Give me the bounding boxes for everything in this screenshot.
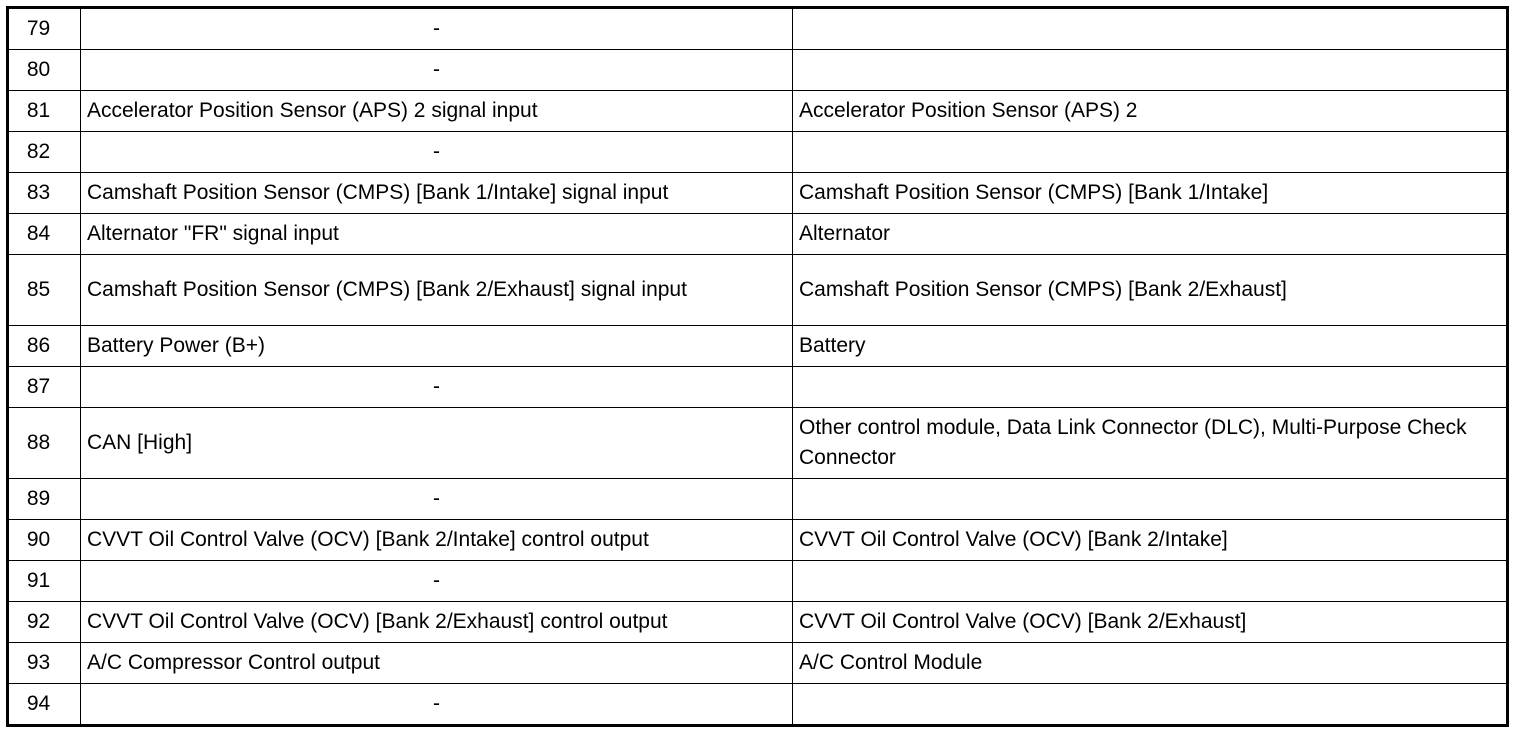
connected-to-cell: Other control module, Data Link Connector (DLC), Multi-Purpose Check Connector bbox=[793, 408, 1508, 479]
description-cell: Battery Power (B+) bbox=[81, 326, 793, 367]
connected-to-cell: Accelerator Position Sensor (APS) 2 bbox=[793, 91, 1508, 132]
pin-number-cell: 83 bbox=[8, 173, 81, 214]
pin-number-cell: 92 bbox=[8, 602, 81, 643]
description-cell: - bbox=[81, 684, 793, 726]
description-cell: CVVT Oil Control Valve (OCV) [Bank 2/Exhaust] control output bbox=[81, 602, 793, 643]
pin-number-cell: 79 bbox=[8, 8, 81, 50]
description-cell: - bbox=[81, 132, 793, 173]
connected-to-cell: CVVT Oil Control Valve (OCV) [Bank 2/Exhaust] bbox=[793, 602, 1508, 643]
connected-to-cell: Camshaft Position Sensor (CMPS) [Bank 1/Intake] bbox=[793, 173, 1508, 214]
table-row bbox=[8, 367, 1508, 408]
table-row bbox=[8, 132, 1508, 173]
table-row bbox=[8, 408, 1508, 479]
description-cell: Alternator "FR" signal input bbox=[81, 214, 793, 255]
description-cell: - bbox=[81, 50, 793, 91]
pin-number-cell: 80 bbox=[8, 50, 81, 91]
pin-number-cell: 91 bbox=[8, 561, 81, 602]
description-cell: - bbox=[81, 479, 793, 520]
connected-to-cell bbox=[793, 8, 1508, 50]
table-row bbox=[8, 326, 1508, 367]
pin-number-cell: 89 bbox=[8, 479, 81, 520]
connected-to-cell: A/C Control Module bbox=[793, 643, 1508, 684]
table-row bbox=[8, 214, 1508, 255]
connected-to-cell bbox=[793, 684, 1508, 726]
table-row bbox=[8, 561, 1508, 602]
pin-number-cell: 85 bbox=[8, 255, 81, 326]
table-row bbox=[8, 479, 1508, 520]
description-cell: Camshaft Position Sensor (CMPS) [Bank 2/Exhaust] signal input bbox=[81, 255, 793, 326]
pin-number-cell: 82 bbox=[8, 132, 81, 173]
pin-number-cell: 84 bbox=[8, 214, 81, 255]
connected-to-cell bbox=[793, 561, 1508, 602]
table-row bbox=[8, 520, 1508, 561]
pin-number-cell: 87 bbox=[8, 367, 81, 408]
table-row bbox=[8, 173, 1508, 214]
description-cell: CVVT Oil Control Valve (OCV) [Bank 2/Intake] control output bbox=[81, 520, 793, 561]
description-cell: A/C Compressor Control output bbox=[81, 643, 793, 684]
pin-number-cell: 90 bbox=[8, 520, 81, 561]
connected-to-cell: Battery bbox=[793, 326, 1508, 367]
description-cell: - bbox=[81, 367, 793, 408]
connected-to-cell bbox=[793, 132, 1508, 173]
table-row bbox=[8, 684, 1508, 726]
pin-number-cell: 94 bbox=[8, 684, 81, 726]
connected-to-cell bbox=[793, 50, 1508, 91]
table-row bbox=[8, 91, 1508, 132]
connected-to-cell bbox=[793, 479, 1508, 520]
pin-number-cell: 93 bbox=[8, 643, 81, 684]
description-cell: Camshaft Position Sensor (CMPS) [Bank 1/Intake] signal input bbox=[81, 173, 793, 214]
connected-to-cell: Alternator bbox=[793, 214, 1508, 255]
description-cell: - bbox=[81, 8, 793, 50]
connected-to-cell: CVVT Oil Control Valve (OCV) [Bank 2/Intake] bbox=[793, 520, 1508, 561]
connected-to-cell: Camshaft Position Sensor (CMPS) [Bank 2/Exhaust] bbox=[793, 255, 1508, 326]
description-cell: Accelerator Position Sensor (APS) 2 signal input bbox=[81, 91, 793, 132]
connected-to-cell bbox=[793, 367, 1508, 408]
table-row bbox=[8, 643, 1508, 684]
pin-table bbox=[6, 6, 1509, 727]
table-row bbox=[8, 602, 1508, 643]
pin-number-cell: 86 bbox=[8, 326, 81, 367]
pin-number-cell: 88 bbox=[8, 408, 81, 479]
pin-number-cell: 81 bbox=[8, 91, 81, 132]
description-cell: - bbox=[81, 561, 793, 602]
table-row bbox=[8, 255, 1508, 326]
table-row bbox=[8, 8, 1508, 50]
table-row bbox=[8, 50, 1508, 91]
description-cell: CAN [High] bbox=[81, 408, 793, 479]
